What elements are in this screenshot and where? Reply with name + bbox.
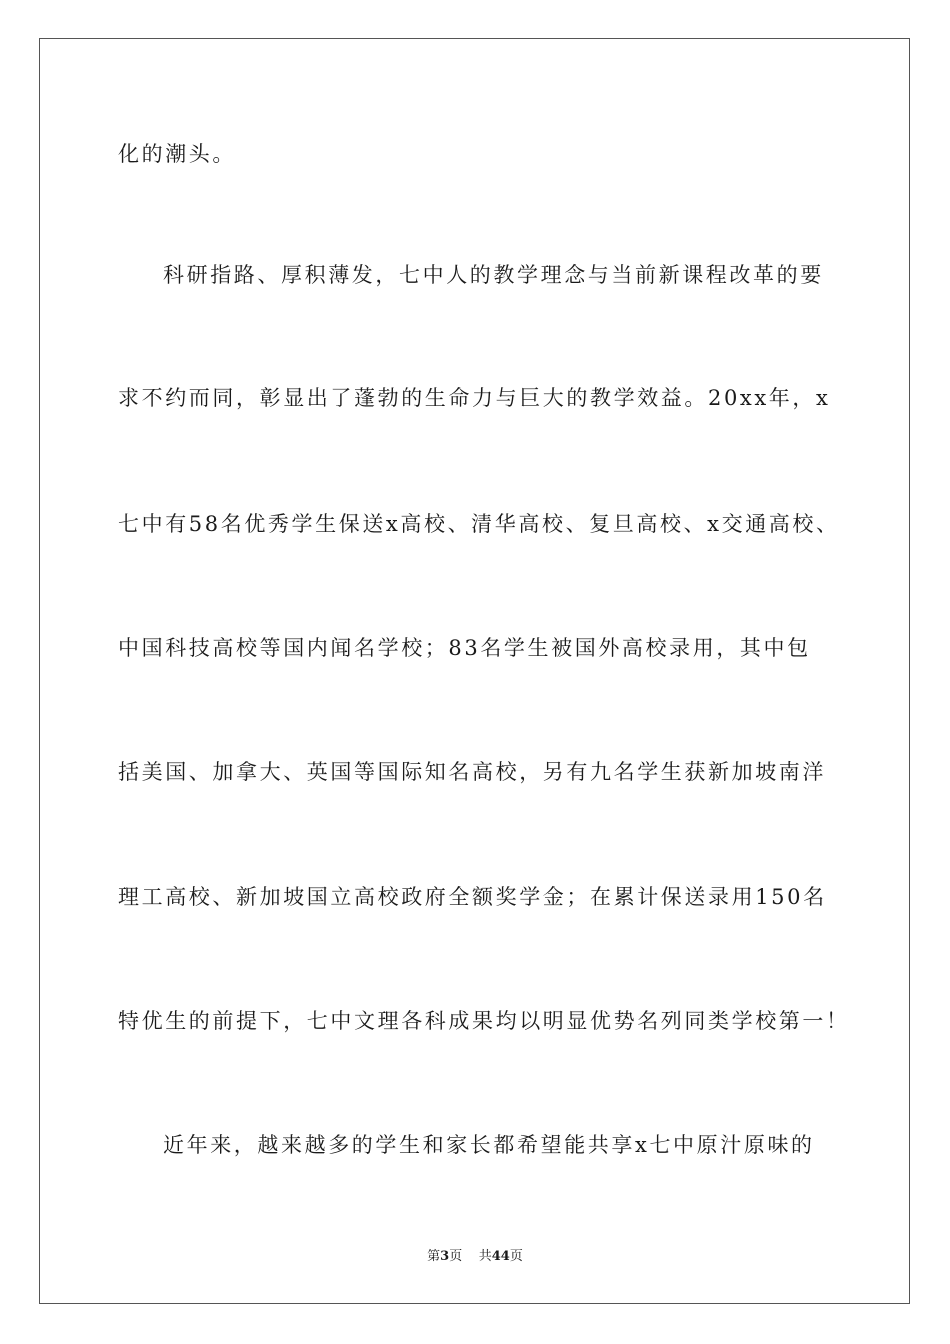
- total-pages: 44: [491, 1249, 510, 1264]
- paragraph-line-7: 理工高校、新加坡国立高校政府全额奖学金；在累计保送录用150名: [118, 885, 827, 909]
- page-border: [39, 38, 910, 1304]
- page-footer: [0, 1248, 950, 1266]
- page-suffix: 页: [449, 1249, 463, 1264]
- paragraph-line-9: 近年来，越来越多的学生和家长都希望能共享x七中原汁原味的: [163, 1133, 815, 1157]
- paragraph-line-1: 化的潮头。: [118, 142, 236, 166]
- paragraph-line-2: 科研指路、厚积薄发，七中人的教学理念与当前新课程改革的要: [163, 263, 824, 287]
- page-number: 3: [440, 1249, 450, 1264]
- paragraph-line-8: 特优生的前提下，七中文理各科成果均以明显优势名列同类学校第一！: [118, 1009, 850, 1033]
- paragraph-line-5: 中国科技高校等国内闻名学校；83名学生被国外高校录用，其中包: [118, 636, 811, 660]
- paragraph-line-4: 七中有58名优秀学生保送x高校、清华高校、复旦高校、x交通高校、: [118, 512, 840, 536]
- paragraph-line-6: 括美国、加拿大、英国等国际知名高校，另有九名学生获新加坡南洋: [118, 760, 826, 784]
- paragraph-line-3: 求不约而同，彰显出了蓬勃的生命力与巨大的教学效益。20xx年，x: [118, 386, 831, 410]
- page-prefix: 第: [427, 1249, 441, 1264]
- total-prefix: 共: [478, 1249, 492, 1264]
- total-suffix: 页: [509, 1249, 523, 1264]
